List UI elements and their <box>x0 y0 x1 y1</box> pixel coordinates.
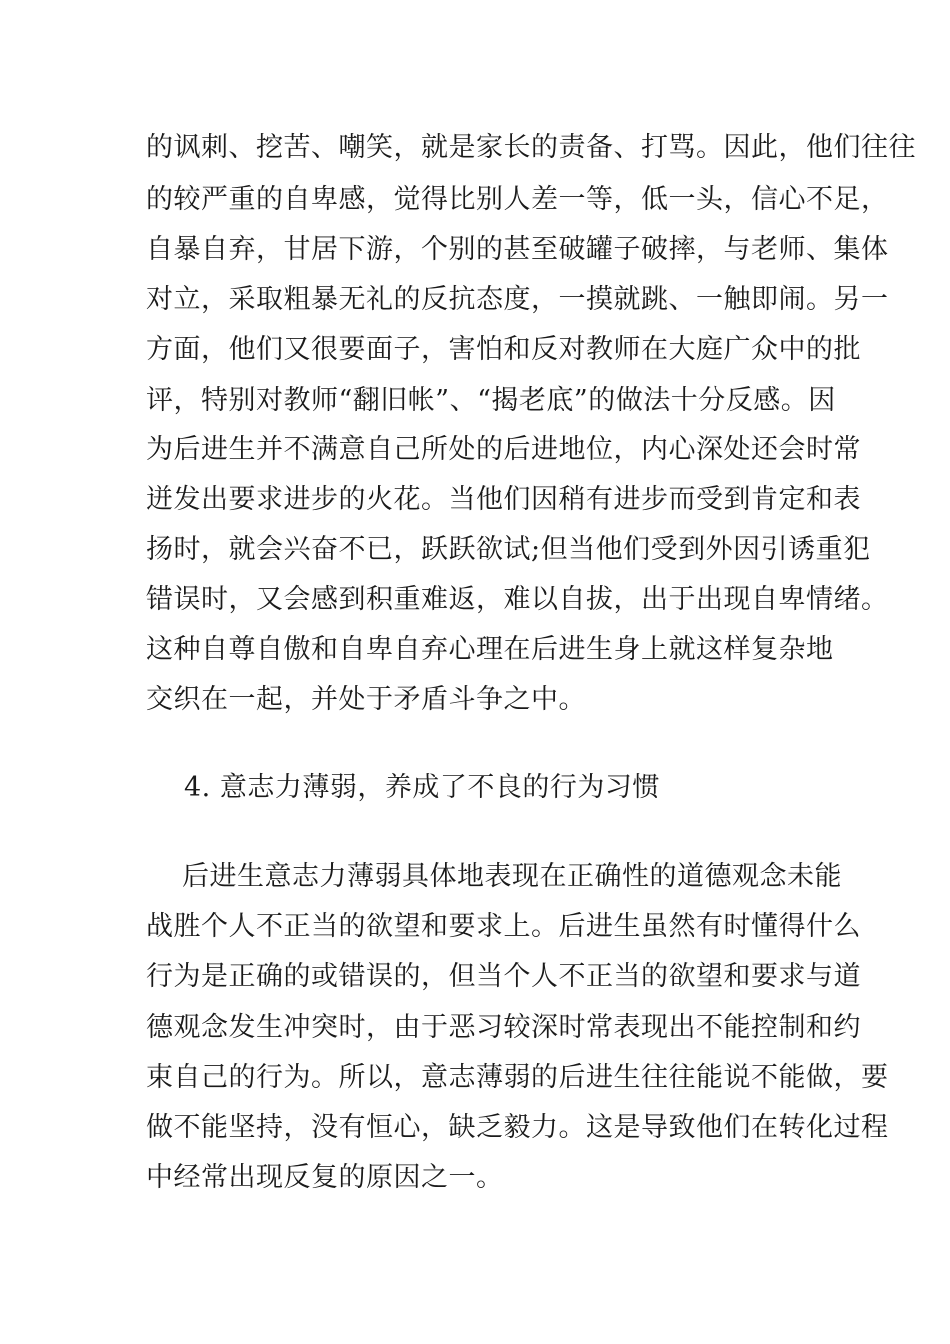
paragraph-1-line: 的较严重的自卑感，觉得比别人差一等，低一头，信心不足， <box>146 184 889 215</box>
paragraph-2-line: 战胜个人不正当的欲望和要求上。后进生虽然有时懂得什么 <box>146 911 861 942</box>
paragraph-1-line: 对立，采取粗暴无礼的反抗态度，一摸就跳、一触即闹。另一 <box>146 284 889 315</box>
paragraph-2-line: 行为是正确的或错误的，但当个人不正当的欲望和要求与道 <box>146 961 861 992</box>
paragraph-2-line: 束自己的行为。所以，意志薄弱的后进生往往能说不能做，要 <box>146 1062 889 1093</box>
paragraph-1-line: 扬时，就会兴奋不已，跃跃欲试;但当他们受到外因引诱重犯 <box>146 534 871 565</box>
paragraph-1-line: 这种自尊自傲和自卑自弃心理在后进生身上就这样复杂地 <box>146 634 834 665</box>
paragraph-1-line: 迸发出要求进步的火花。当他们因稍有进步而受到肯定和表 <box>146 484 861 515</box>
paragraph-2-line: 中经常出现反复的原因之一。 <box>146 1162 504 1193</box>
paragraph-1-line: 交织在一起，并处于矛盾斗争之中。 <box>146 684 586 715</box>
paragraph-1-line: 的讽刺、挖苦、嘲笑，就是家长的责备、打骂。因此，他们往往 <box>146 132 916 163</box>
paragraph-1-line: 错误时，又会感到积重难返，难以自拔，出于出现自卑情绪。 <box>146 584 889 615</box>
paragraph-1-line: 为后进生并不满意自己所处的后进地位，内心深处还会时常 <box>146 434 861 465</box>
section-heading: 4. 意志力薄弱，养成了不良的行为习惯 <box>184 772 660 803</box>
paragraph-1-line: 方面，他们又很要面子，害怕和反对教师在大庭广众中的批 <box>146 334 861 365</box>
paragraph-2-line: 做不能坚持，没有恒心，缺乏毅力。这是导致他们在转化过程 <box>146 1112 889 1143</box>
paragraph-1-line: 自暴自弃，甘居下游，个别的甚至破罐子破摔，与老师、集体 <box>146 234 889 265</box>
paragraph-1-line: 评，特别对教师“翻旧帐”、“揭老底”的做法十分反感。因 <box>146 385 836 416</box>
paragraph-2-line: 后进生意志力薄弱具体地表现在正确性的道德观念未能 <box>182 861 842 892</box>
paragraph-2-line: 德观念发生冲突时，由于恶习较深时常表现出不能控制和约 <box>146 1012 861 1043</box>
